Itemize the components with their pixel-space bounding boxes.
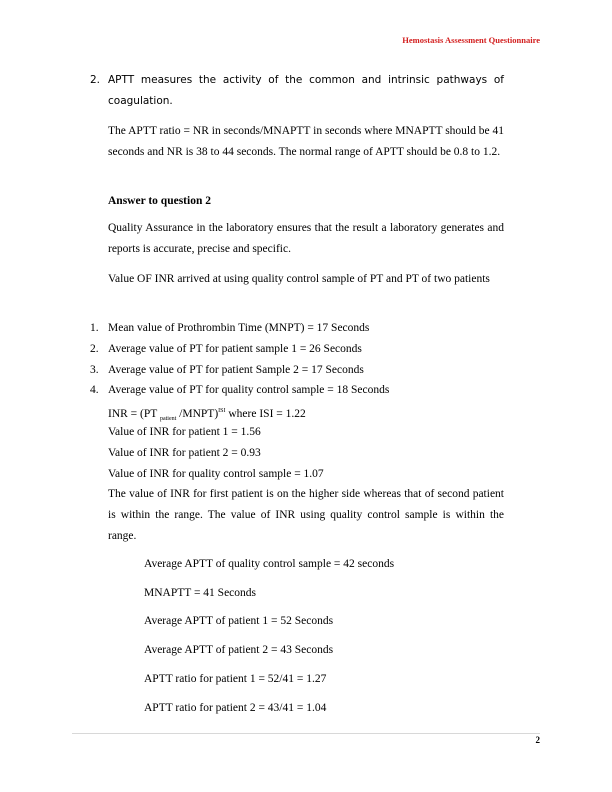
aptt-value: APTT ratio for patient 2 = 43/41 = 1.04: [144, 702, 327, 714]
aptt-value: MNAPTT = 41 Seconds: [144, 587, 257, 599]
inr-result: Value of INR for quality control sample = 1.07: [108, 468, 324, 480]
answer-heading: Answer to question 2: [108, 195, 211, 207]
inr-result: Value of INR for patient 1 = 1.56: [108, 426, 261, 438]
list-number: 4.: [90, 384, 99, 396]
list-item: Average value of PT for patient Sample 2 = 17 Seconds: [108, 364, 364, 376]
paragraph-inr-intro: Value OF INR arrived at using quality control sample of PT and PT of two patients: [108, 273, 490, 285]
aptt-value: Average APTT of quality control sample = 42 seconds: [144, 558, 395, 570]
aptt-value: Average APTT of patient 2 = 43 Seconds: [144, 644, 334, 656]
formula-end: where ISI = 1.22: [225, 407, 306, 420]
list-number: 3.: [90, 364, 99, 376]
footer-divider: [72, 733, 540, 734]
page-number: 2: [535, 735, 540, 745]
paragraph-aptt-ratio: The APTT ratio = NR in seconds/MNAPTT in seconds where MNAPTT should be 41 seconds and NR is 38 to 44 seconds. The normal range of APTT should be 0.8 to 1.2.: [108, 125, 504, 158]
paragraph-aptt-measures: APTT measures the activity of the common and intrinsic pathways of coagulation.: [108, 74, 504, 107]
list-number: 2.: [90, 74, 101, 86]
aptt-value: Average APTT of patient 1 = 52 Seconds: [144, 615, 334, 627]
formula-subscript: patient: [159, 416, 177, 423]
list-number: 2.: [90, 343, 99, 355]
formula-middle: /MNPT): [176, 407, 219, 420]
list-item: Average value of PT for patient sample 1 = 26 Seconds: [108, 343, 362, 355]
aptt-value: APTT ratio for patient 1 = 52/41 = 1.27: [144, 673, 327, 685]
list-item: Mean value of Prothrombin Time (MNPT) = 17 Seconds: [108, 322, 370, 334]
paragraph-conclusion: The value of INR for first patient is on the higher side whereas that of second patient is within the range. The value of INR using quality control sample is within the range.: [108, 488, 504, 542]
list-number: 1.: [90, 322, 99, 334]
formula-start: INR = (PT: [108, 407, 160, 420]
list-item: Average value of PT for quality control sample = 18 Seconds: [108, 384, 390, 396]
formula-superscript: ISI: [218, 408, 226, 414]
page-header: Hemostasis Assessment Questionnaire: [402, 35, 540, 45]
paragraph-quality-assurance: Quality Assurance in the laboratory ensures that the result a laboratory generates and reports is accurate, precise and specific.: [108, 222, 504, 255]
inr-result: Value of INR for patient 2 = 0.93: [108, 447, 261, 459]
